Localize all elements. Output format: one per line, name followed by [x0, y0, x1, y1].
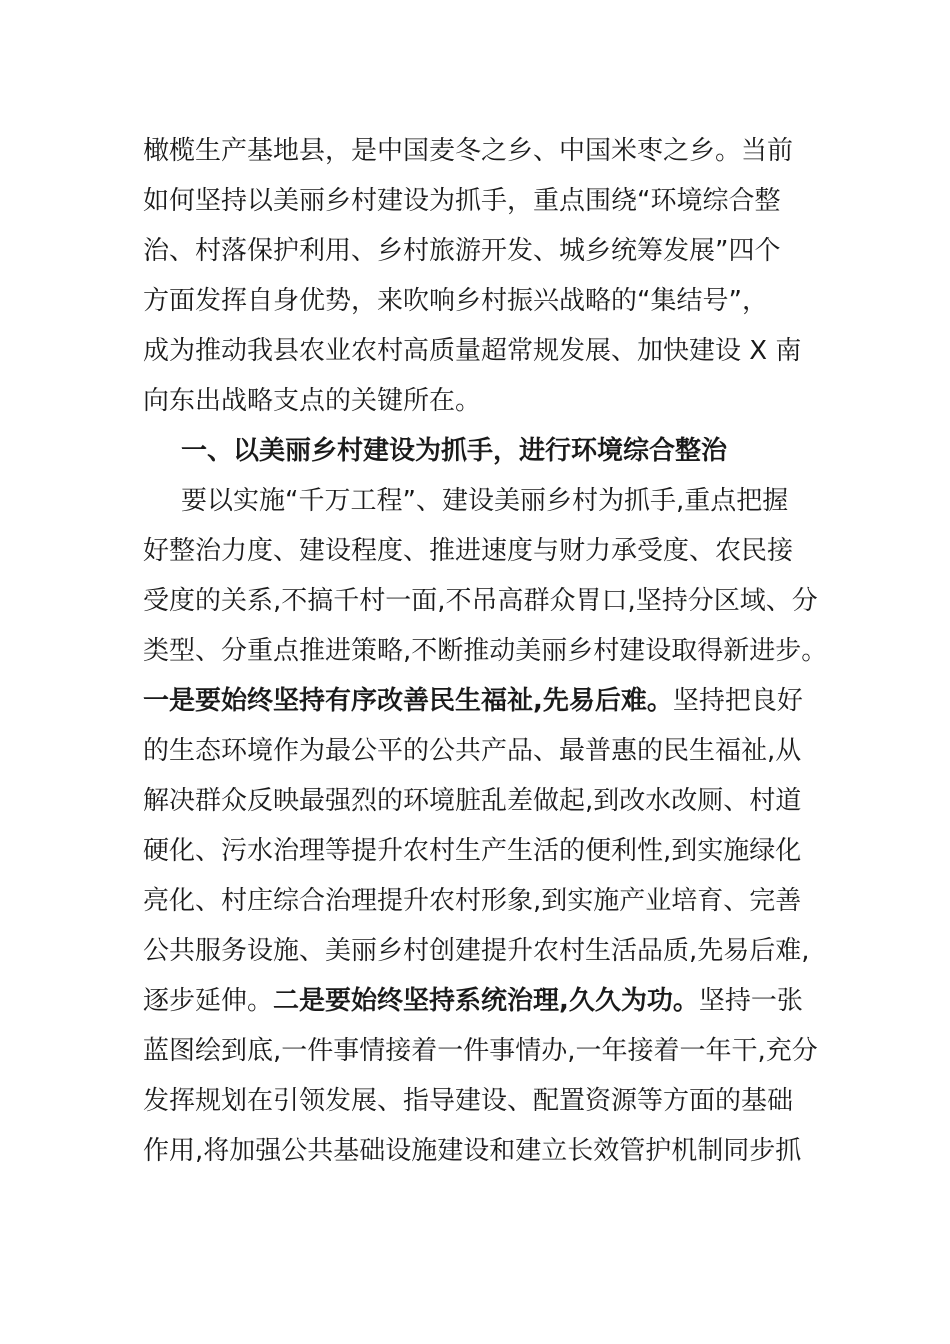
point2-rest-text: 坚持一张 — [698, 986, 803, 1016]
para1-line-3: 受度的关系,不搞千村一面,不吊高群众胃口,坚持分区域、分 — [143, 586, 818, 616]
point1-line-2: 的生态环境作为最公平的公共产品、最普惠的民生福祉,从 — [143, 736, 802, 766]
point1-bold-text: 一是要始终坚持有序改善民生福祉,先易后难。 — [143, 686, 673, 716]
intro-line-5: 成为推动我县农业农村高质量超常规发展、加快建设 X 南 — [143, 336, 802, 366]
point1-rest-text: 坚持把良好 — [672, 686, 803, 716]
point1-line-5: 亮化、村庄综合治理提升农村形象,到实施产业培育、完善 — [143, 886, 802, 916]
point2-line-3: 发挥规划在引领发展、指导建设、配置资源等方面的基础 — [143, 1086, 794, 1116]
para1-line-1: 要以实施“千万工程”、建设美丽乡村为抓手,重点把握 — [181, 486, 789, 516]
point2-line-2: 蓝图绘到底,一件事情接着一件事情办,一年接着一年干,充分 — [143, 1036, 818, 1066]
point1-line-4: 硬化、污水治理等提升农村生产生活的便利性,到实施绿化 — [143, 836, 802, 866]
intro-line-6: 向东出战略支点的关键所在。 — [143, 386, 482, 416]
section-heading: 一、以美丽乡村建设为抓手，进行环境综合整治 — [181, 436, 728, 466]
intro-line-1: 橄榄生产基地县，是中国麦冬之乡、中国米枣之乡。当前 — [143, 136, 794, 166]
intro-line-2: 如何坚持以美丽乡村建设为抓手，重点围绕“环境综合整 — [143, 186, 781, 216]
intro-line-3: 治、村落保护利用、乡村旅游开发、城乡统筹发展”四个 — [143, 236, 781, 266]
point1-line-3: 解决群众反映最强烈的环境脏乱差做起,到改水改厕、村道 — [143, 786, 802, 816]
point2-line — [143, 986, 823, 1016]
point1-line — [143, 686, 823, 716]
point2-bold-text: 二是要始终坚持系统治理,久久为功。 — [273, 986, 699, 1016]
point2-lead-text: 逐步延伸。 — [143, 986, 274, 1016]
para1-line-4: 类型、分重点推进策略,不断推动美丽乡村建设取得新进步。 — [143, 636, 828, 666]
intro-line-4: 方面发挥自身优势，来吹响乡村振兴战略的“集结号”， — [143, 286, 768, 316]
point2-line-4: 作用,将加强公共基础设施建设和建立长效管护机制同步抓 — [143, 1136, 802, 1166]
point1-line-6: 公共服务设施、美丽乡村创建提升农村生活品质,先易后难, — [143, 936, 810, 966]
para1-line-2: 好整治力度、建设程度、推进速度与财力承受度、农民接 — [143, 536, 794, 566]
